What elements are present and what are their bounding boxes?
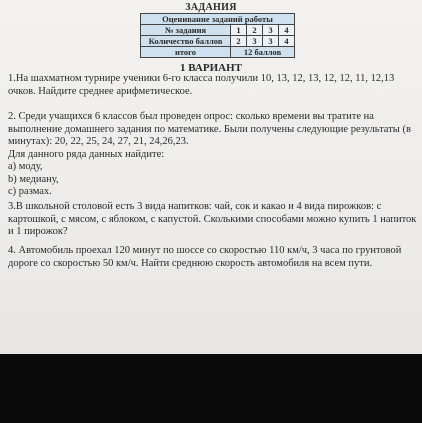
task-4 bbox=[8, 245, 418, 270]
task-3-text: 3.В школьной столовой есть 3 вида напитков: чай, сок и какао и 4 вида пирожков: с картошкой, с мясом, с яблоком, с капустой. Сколькими способами можно купить 1 напиток и 1 пирожок? bbox=[8, 201, 417, 237]
points-cell: 4 bbox=[279, 36, 295, 47]
task-number-cell: 4 bbox=[279, 25, 295, 36]
variant-heading: 1 ВАРИАНТ bbox=[180, 62, 242, 74]
task-2-item-a: а) моду, bbox=[8, 161, 43, 172]
grading-table bbox=[140, 13, 295, 58]
points-cell: 3 bbox=[247, 36, 263, 47]
worksheet-title: ЗАДАНИЯ bbox=[185, 2, 237, 13]
task-number-cell: 1 bbox=[231, 25, 247, 36]
total-label: итого bbox=[141, 47, 231, 58]
task-1-text: 1.На шахматном турнире ученики 6-го класса получили 10, 13, 12, 13, 12, 12, 11, 12,13 очков. Найдите среднее арифметическое. bbox=[8, 73, 395, 97]
task-3 bbox=[8, 201, 418, 239]
task-number-cell: 2 bbox=[247, 25, 263, 36]
task-2-item-b: b) медиану, bbox=[8, 173, 59, 185]
grading-caption: Оценивание заданий работы bbox=[141, 14, 295, 25]
total-value: 12 баллов bbox=[231, 47, 295, 58]
task-number-row bbox=[141, 25, 295, 36]
points-row bbox=[141, 36, 295, 47]
task-number-label: № задания bbox=[141, 25, 231, 36]
task-2 bbox=[8, 111, 418, 199]
task-2-item-c: c) размах. bbox=[8, 186, 52, 197]
grading-caption-row bbox=[141, 14, 295, 25]
task-4-text: 4. Автомобиль проехал 120 минут по шоссе со скоростью 110 км/ч, 3 часа по грунтовой дороге со скоростью 50 км/ч. Найти среднюю скорость автомобиля на всем пути. bbox=[8, 245, 402, 269]
points-cell: 2 bbox=[231, 36, 247, 47]
task-2-text: 2. Среди учащихся 6 классов был проведен опрос: сколько времени вы тратите на выполнение домашнего задания по математике. Были получены следующие результаты (в минутах): 20, 22, 25, 24, 27, 21, 24,26,23. bbox=[8, 111, 411, 147]
points-cell: 3 bbox=[263, 36, 279, 47]
task-1 bbox=[8, 73, 418, 98]
points-label: Количество баллов bbox=[141, 36, 231, 47]
task-2-prompt: Для данного ряда данных найдите: bbox=[8, 148, 165, 160]
task-number-cell: 3 bbox=[263, 25, 279, 36]
total-row bbox=[141, 47, 295, 58]
